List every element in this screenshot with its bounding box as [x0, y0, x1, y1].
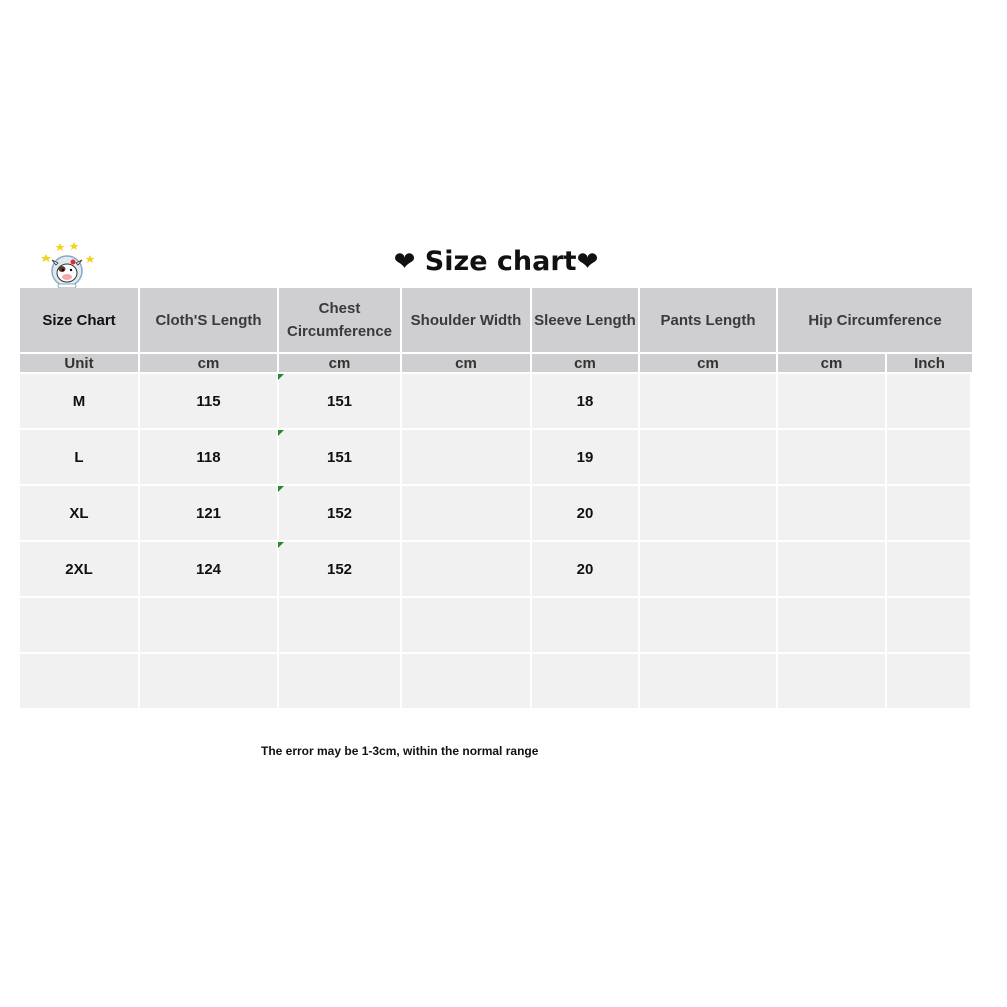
- unit-cell: Unit: [20, 354, 138, 372]
- unit-cell: cm: [778, 354, 885, 372]
- data-cell: [402, 598, 530, 652]
- data-cell: [887, 542, 970, 596]
- data-cell: [778, 654, 885, 708]
- header-cloth-length: Cloth'S Length: [140, 288, 277, 352]
- data-cell: 124: [140, 542, 277, 596]
- data-cell: [640, 430, 776, 484]
- size-cell: L: [20, 430, 138, 484]
- data-cell: [532, 654, 638, 708]
- page-title: [0, 244, 992, 280]
- cell-marker: [278, 542, 284, 548]
- data-cell: [887, 598, 970, 652]
- unit-cell: cm: [532, 354, 638, 372]
- table-row: [20, 430, 972, 484]
- table-row: [20, 374, 972, 428]
- cell-marker: [278, 374, 284, 380]
- data-cell: [402, 654, 530, 708]
- data-cell: 152: [279, 542, 400, 596]
- header-chest-circumference: Chest Circumference: [279, 288, 400, 352]
- data-cell: 118: [140, 430, 277, 484]
- cell-marker: [278, 486, 284, 492]
- heart-icon: ❤: [393, 247, 416, 277]
- unit-cell: cm: [279, 354, 400, 372]
- data-cell: [640, 598, 776, 652]
- data-cell: [532, 598, 638, 652]
- data-cell: [640, 486, 776, 540]
- data-cell: 20: [532, 542, 638, 596]
- data-cell: [640, 654, 776, 708]
- data-cell: [887, 654, 970, 708]
- error-note: The error may be 1-3cm, within the normal range: [261, 744, 539, 758]
- data-cell: [640, 374, 776, 428]
- data-cell: [402, 486, 530, 540]
- data-cell: [778, 598, 885, 652]
- data-cell: 121: [140, 486, 277, 540]
- size-cell: M: [20, 374, 138, 428]
- header-hip-circumference: Hip Circumference: [778, 288, 972, 352]
- unit-cell: cm: [640, 354, 776, 372]
- data-cell: [778, 430, 885, 484]
- data-cell: [140, 654, 277, 708]
- data-cell: 152: [279, 486, 400, 540]
- unit-cell: cm: [140, 354, 277, 372]
- data-cell: [279, 654, 400, 708]
- unit-cell: Inch: [887, 354, 972, 372]
- header-pants-length: Pants Length: [640, 288, 776, 352]
- unit-cell: cm: [402, 354, 530, 372]
- title-text: Size chart: [424, 246, 577, 277]
- data-cell: [402, 430, 530, 484]
- size-cell: 2XL: [20, 542, 138, 596]
- cell-marker: [278, 430, 284, 436]
- table-row: [20, 598, 972, 652]
- data-cell: 18: [532, 374, 638, 428]
- table-header-row: [20, 288, 972, 352]
- data-cell: [778, 486, 885, 540]
- data-cell: [778, 542, 885, 596]
- data-cell: 151: [279, 430, 400, 484]
- data-cell: [402, 542, 530, 596]
- data-cell: [887, 374, 970, 428]
- table-row: [20, 542, 972, 596]
- data-cell: [279, 598, 400, 652]
- data-cell: [640, 542, 776, 596]
- data-cell: 151: [279, 374, 400, 428]
- heart-icon: ❤: [576, 247, 599, 277]
- header-shoulder-width: Shoulder Width: [402, 288, 530, 352]
- data-cell: [887, 430, 970, 484]
- size-cell: [20, 654, 138, 708]
- header-size-chart: Size Chart: [20, 288, 138, 352]
- data-cell: 115: [140, 374, 277, 428]
- data-cell: [778, 374, 885, 428]
- data-cell: 20: [532, 486, 638, 540]
- data-cell: [887, 486, 970, 540]
- table-row: [20, 654, 972, 708]
- header-sleeve-length: Sleeve Length: [532, 288, 638, 352]
- data-cell: [402, 374, 530, 428]
- size-cell: XL: [20, 486, 138, 540]
- table-unit-row: [20, 354, 972, 372]
- size-cell: [20, 598, 138, 652]
- table-row: [20, 486, 972, 540]
- data-cell: [140, 598, 277, 652]
- data-cell: 19: [532, 430, 638, 484]
